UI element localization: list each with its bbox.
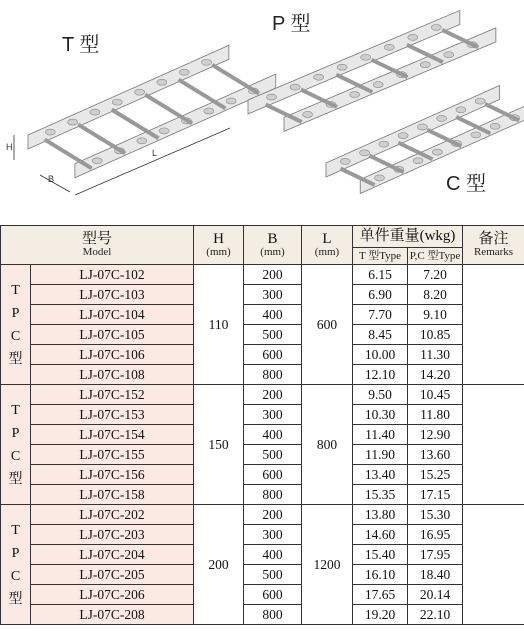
table-row (1, 305, 524, 325)
b-cell: 800 (244, 365, 302, 385)
t-tray-rung (212, 65, 259, 94)
pc-weight-cell: 11.80 (408, 405, 463, 425)
t-tray-slot (179, 69, 189, 75)
t-tray-slot (159, 128, 169, 134)
type-char: C (10, 568, 21, 584)
p-tray-slot (314, 74, 324, 80)
table-row (1, 445, 524, 465)
t-tray-slot (204, 108, 214, 114)
remarks-header-en: Remarks (473, 246, 514, 258)
p-tray-slot (444, 52, 454, 58)
c-tray-slot (413, 158, 423, 164)
l-cell: 800 (302, 385, 353, 505)
t-weight-cell: 8.45 (353, 325, 408, 345)
t-weight-cell: 15.40 (353, 545, 408, 565)
table-row (1, 465, 524, 485)
b-header-label: B (267, 231, 278, 247)
t-weight-cell: 16.10 (353, 565, 408, 585)
t-tray-slot (135, 89, 145, 95)
c-tray-slot (456, 107, 466, 113)
type-cell (1, 265, 31, 385)
b-cell: 500 (244, 325, 302, 345)
spec-table-wrapper (0, 225, 524, 633)
table-row (1, 385, 524, 405)
b-cell: 200 (244, 265, 302, 285)
model-cell: LJ-07C-152 (31, 385, 194, 405)
t-weight-cell: 14.60 (353, 525, 408, 545)
type-char: T (11, 522, 20, 538)
remarks-header (463, 226, 524, 265)
t-tray-slot (68, 119, 78, 125)
t-tray-slot (92, 158, 102, 164)
model-header-cn: 型号 (82, 231, 113, 247)
l-cell: 600 (302, 265, 353, 385)
t-weight-cell: 19.20 (353, 605, 408, 625)
b-cell: 400 (244, 425, 302, 445)
table-row (1, 505, 524, 525)
table-row (1, 285, 524, 305)
model-cell: LJ-07C-104 (31, 305, 194, 325)
pc-weight-cell: 15.30 (408, 505, 463, 525)
pc-weight-cell: 10.45 (408, 385, 463, 405)
t-weight-cell: 11.90 (353, 445, 408, 465)
pc-weight-cell: 17.15 (408, 485, 463, 505)
type-cell (1, 385, 31, 505)
b-cell: 300 (244, 285, 302, 305)
p-tray-slot (420, 62, 430, 68)
p-tray-slot (337, 64, 347, 70)
p-tray-slot (290, 84, 300, 90)
p-tray-slot (361, 54, 371, 60)
l-header-label: L (322, 231, 332, 247)
pc-weight-cell: 12.90 (408, 425, 463, 445)
c-tray-slot (432, 149, 442, 155)
t-tray-rung (78, 125, 125, 154)
l-header-unit: (mm) (314, 246, 340, 258)
pc-weight-cell: 10.85 (408, 325, 463, 345)
pc-weight-cell: 9.10 (408, 305, 463, 325)
b-dim-line (40, 175, 70, 192)
table-row (1, 605, 524, 625)
b-cell: 800 (244, 485, 302, 505)
b-cell: 600 (244, 585, 302, 605)
pc-weight-cell: 13.60 (408, 445, 463, 465)
p-tray-slot (303, 111, 313, 117)
c-tray-slot (490, 123, 500, 129)
table-row (1, 325, 524, 345)
h-cell: 200 (194, 505, 244, 625)
model-cell: LJ-07C-108 (31, 365, 194, 385)
t-tray-slot (45, 129, 55, 135)
pc-weight-cell: 18.40 (408, 565, 463, 585)
c-tray-slot (417, 124, 427, 130)
model-header-en: Model (82, 246, 112, 258)
b-cell: 200 (244, 505, 302, 525)
pc-weight-cell: 20.14 (408, 585, 463, 605)
t-tray-slot (202, 59, 212, 65)
b-cell: 300 (244, 405, 302, 425)
spec-table (0, 225, 524, 625)
table-row (1, 265, 524, 285)
t-tray-slot (90, 109, 100, 115)
h-header (194, 226, 244, 265)
model-cell: LJ-07C-208 (31, 605, 194, 625)
t-tray-rung (112, 110, 159, 139)
b-cell: 400 (244, 545, 302, 565)
table-row (1, 425, 524, 445)
pc-weight-cell: 14.20 (408, 365, 463, 385)
spec-table-body (1, 265, 524, 625)
table-row (1, 545, 524, 565)
p-tray-slot (350, 92, 360, 98)
pc-weight-cell: 17.95 (408, 545, 463, 565)
c-tray-slot (374, 175, 384, 181)
b-header-unit: (mm) (260, 246, 285, 258)
b-cell: 500 (244, 445, 302, 465)
c-tray-slot (398, 133, 408, 139)
c-tray-slot (475, 98, 485, 104)
model-cell: LJ-07C-203 (31, 525, 194, 545)
pc-weight-cell: 8.20 (408, 285, 463, 305)
model-cell: LJ-07C-105 (31, 325, 194, 345)
type-char: 型 (8, 351, 23, 367)
h-header-label: H (213, 231, 224, 247)
model-cell: LJ-07C-202 (31, 505, 194, 525)
model-cell: LJ-07C-206 (31, 585, 194, 605)
p-tray-slot (384, 44, 394, 50)
t-weight-cell: 9.50 (353, 385, 408, 405)
type-char: P (11, 425, 20, 441)
t-weight-cell: 13.80 (353, 505, 408, 525)
t-weight-cell: 6.15 (353, 265, 408, 285)
pc-weight-cell: 16.95 (408, 525, 463, 545)
table-row (1, 525, 524, 545)
model-cell: LJ-07C-156 (31, 465, 194, 485)
t-weight-cell: 7.70 (353, 305, 408, 325)
t-weight-cell: 12.10 (353, 365, 408, 385)
l-dim-label: L (152, 148, 158, 158)
type-char: 型 (8, 591, 23, 607)
t-weight-cell: 17.65 (353, 585, 408, 605)
model-cell: LJ-07C-158 (31, 485, 194, 505)
table-row (1, 565, 524, 585)
c-tray-slot (471, 132, 481, 138)
h-header-unit: (mm) (206, 246, 231, 258)
table-row (1, 585, 524, 605)
t-tray-slot (157, 79, 167, 85)
weight-header: 单件重量(wkg) (353, 226, 463, 248)
t-tray-rail (28, 45, 229, 149)
model-cell: LJ-07C-155 (31, 445, 194, 465)
t-weight-cell: 13.40 (353, 465, 408, 485)
model-header (1, 226, 194, 265)
pc-weight-cell: 15.25 (408, 465, 463, 485)
t-tray-rung (145, 95, 192, 124)
model-cell: LJ-07C-106 (31, 345, 194, 365)
type-char: C (10, 448, 21, 464)
l-cell: 1200 (302, 505, 353, 625)
product-illustration (0, 0, 524, 224)
b-cell: 600 (244, 345, 302, 365)
b-cell: 800 (244, 605, 302, 625)
t-tray-slot (137, 138, 147, 144)
h-dim-label: H (6, 142, 13, 152)
pc-weight-cell: 11.30 (408, 345, 463, 365)
p-tray-slot (267, 94, 277, 100)
table-row (1, 485, 524, 505)
type-cell (1, 505, 31, 625)
model-cell: LJ-07C-103 (31, 285, 194, 305)
p-tray-slot (408, 34, 418, 40)
t-tray-slot (112, 99, 122, 105)
b-cell: 200 (244, 385, 302, 405)
t-weight-cell: 6.90 (353, 285, 408, 305)
c-tray-slot (379, 141, 389, 147)
type-char: 型 (8, 471, 23, 487)
model-cell: LJ-07C-205 (31, 565, 194, 585)
b-cell: 500 (244, 565, 302, 585)
model-cell: LJ-07C-102 (31, 265, 194, 285)
b-dim-label: B (48, 174, 55, 184)
t-tray-rung (179, 80, 226, 109)
p-tray-slot (373, 82, 383, 88)
table-row (1, 365, 524, 385)
h-cell: 150 (194, 385, 244, 505)
t-tray-rail (75, 74, 276, 178)
l-header (302, 226, 353, 265)
c-tray-slot (340, 158, 350, 164)
c-tray-slot (437, 115, 447, 121)
c-type-label: C 型 (446, 173, 486, 195)
type-char: C (10, 328, 21, 344)
type-char: P (11, 545, 20, 561)
model-cell: LJ-07C-153 (31, 405, 194, 425)
model-cell: LJ-07C-154 (31, 425, 194, 445)
type-char: P (11, 305, 20, 321)
t-tray-rung (45, 140, 92, 169)
b-cell: 400 (244, 305, 302, 325)
p-type-label: P 型 (272, 13, 311, 35)
model-cell: LJ-07C-204 (31, 545, 194, 565)
remarks-header-cn: 备注 (478, 231, 509, 247)
pc-type-header: P,C 型Type (408, 248, 463, 265)
remarks-cell (463, 385, 524, 505)
pc-weight-cell: 7.20 (408, 265, 463, 285)
c-tray-slot (360, 150, 370, 156)
b-cell: 600 (244, 465, 302, 485)
p-tray-slot (431, 24, 441, 30)
t-weight-cell: 11.40 (353, 425, 408, 445)
remarks-cell (463, 505, 524, 625)
remarks-cell (463, 265, 524, 385)
t-tray-slot (226, 98, 236, 104)
t-weight-cell: 10.00 (353, 345, 408, 365)
t-weight-cell: 10.30 (353, 405, 408, 425)
t-type-header: T 型Type (353, 248, 408, 265)
type-char: T (11, 402, 20, 418)
table-row (1, 405, 524, 425)
b-header (244, 226, 302, 265)
b-cell: 300 (244, 525, 302, 545)
t-type-label: T 型 (62, 34, 100, 56)
type-char: T (11, 282, 20, 298)
pc-weight-cell: 22.10 (408, 605, 463, 625)
h-cell: 110 (194, 265, 244, 385)
table-row (1, 345, 524, 365)
t-weight-cell: 15.35 (353, 485, 408, 505)
